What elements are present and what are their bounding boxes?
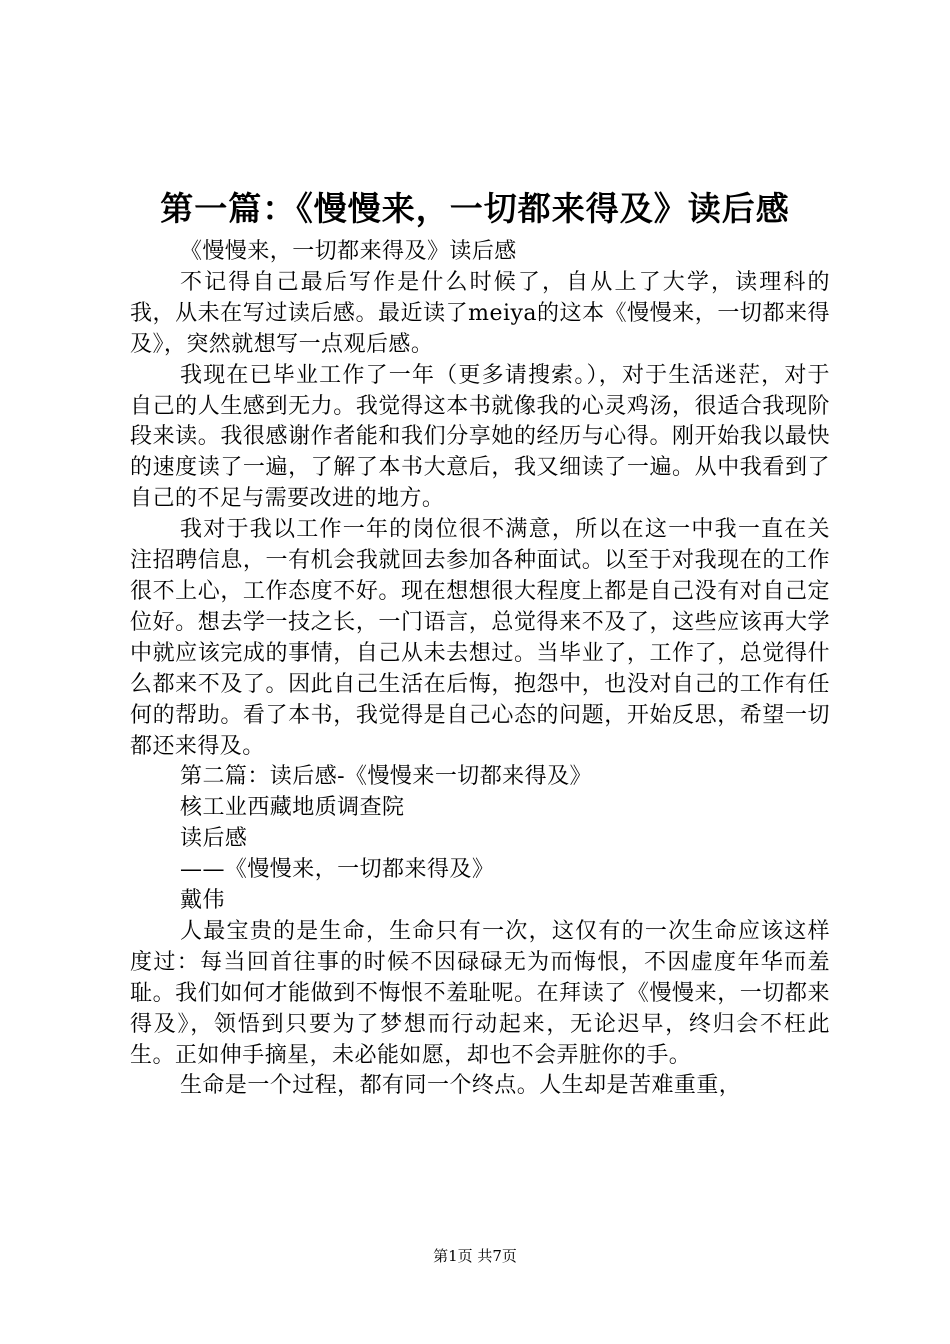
paragraph-organization: 核工业西藏地质调查院 bbox=[180, 795, 405, 821]
paragraph-life-process: 生命是一个过程，都有同一个终点。人生却是苦难重重， bbox=[180, 1073, 742, 1099]
paragraph-subheading: 读后感 bbox=[180, 826, 248, 852]
paragraph-life-value: 人最宝贵的是生命，生命只有一次，这仅有的一次生命应该这样度过：每当回首往事的时候不因碌碌无为而悔恨，不因虚度年华而羞耻。我们如何才能做到不悔恨不羞耻呢。在拜读了《慢慢来，一切都来得及》，领悟到只要为了梦想而行动起来，无论迟早，终归会不枉此生。正如伸手摘星，未必能如愿，却也不会弄脏你的手。 bbox=[130, 918, 830, 1068]
document-title: 第一篇：《慢慢来，一切都来得及》读后感 bbox=[160, 189, 790, 228]
paragraph-intro: 不记得自己最后写作是什么时候了，自从上了大学，读理科的我，从未在写过读后感。最近读了meiya的这本《慢慢来，一切都来得及》，突然就想写一点观后感。 bbox=[130, 269, 830, 357]
document-body bbox=[130, 237, 830, 1102]
paragraph-author: 戴伟 bbox=[180, 888, 225, 914]
paragraph-book-subtitle: ——《慢慢来，一切都来得及》 bbox=[180, 857, 495, 883]
page-footer: 第1页 共7页 bbox=[433, 1247, 517, 1265]
paragraph-reflection: 我对于我以工作一年的岗位很不满意，所以在这一中我一直在关注招聘信息，一有机会我就回去参加各种面试。以至于对我现在的工作很不上心，工作态度不好。现在想想很大程度上都是自己没有对自己定位好。想去学一技之长，一门语言，总觉得来不及了，这些应该再大学中就应该完成的事情，自己从未去想过。当毕业了，工作了，总觉得什么都来不及了。因此自己生活在后悔，抱怨中，也没对自己的工作有任何的帮助。看了本书，我觉得是自己心态的问题，开始反思，希望一切都还来得及。 bbox=[130, 517, 830, 759]
paragraph-graduation: 我现在已毕业工作了一年（更多请搜索。），对于生活迷茫，对于自己的人生感到无力。我觉得这本书就像我的心灵鸡汤，很适合我现阶段来读。我很感谢作者能和我们分享她的经历与心得。刚开始我以最快的速度读了一遍，了解了本书大意后，我又细读了一遍。从中我看到了自己的不足与需要改进的地方。 bbox=[130, 362, 830, 512]
paragraph-book-heading: 《慢慢来，一切都来得及》读后感 bbox=[180, 239, 517, 264]
paragraph-second-article-heading: 第二篇：读后感-《慢慢来一切都来得及》 bbox=[180, 764, 592, 790]
